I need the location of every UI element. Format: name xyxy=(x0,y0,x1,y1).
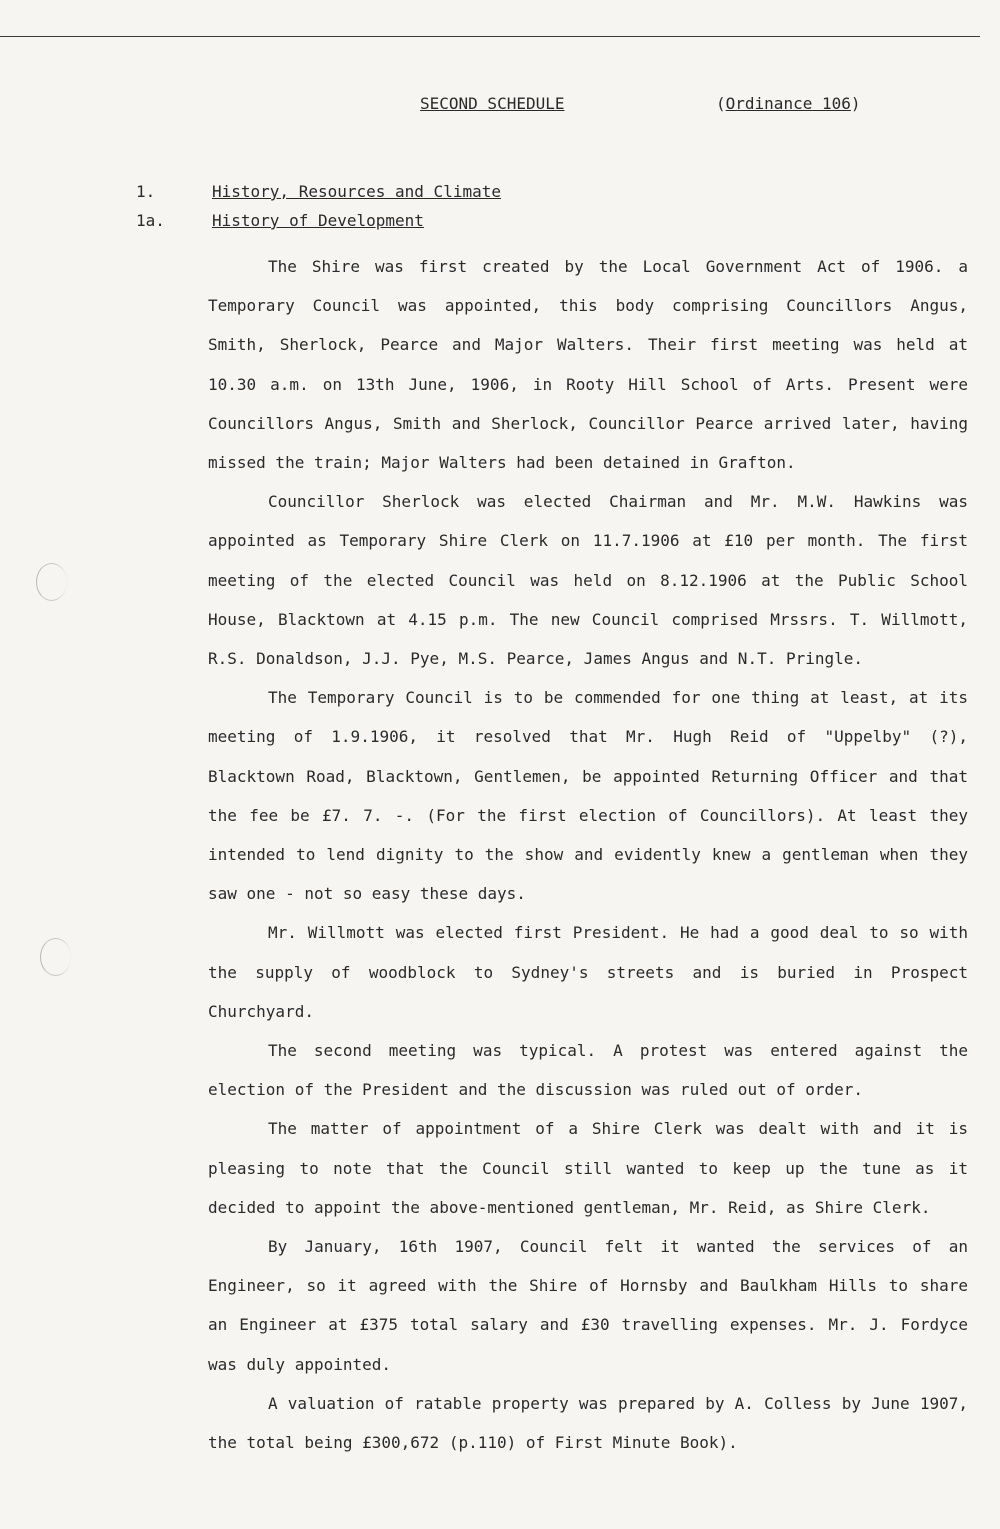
top-rule xyxy=(0,36,980,37)
paragraph: A valuation of ratable property was prepared by A. Colless by June 1907, the total being £300,672 (p.110) of First Minute Book). xyxy=(208,1393,968,1453)
paragraph: The second meeting was typical. A protest was entered against the election of the President and the discussion was ruled out of order. xyxy=(208,1041,968,1100)
ordinance-reference xyxy=(716,94,861,113)
section-heading: History, Resources and Climate xyxy=(212,182,501,201)
ordinance-text: Ordinance 106 xyxy=(725,94,851,113)
schedule-title: SECOND SCHEDULE xyxy=(420,94,565,113)
punch-hole xyxy=(36,563,67,601)
punch-hole xyxy=(40,938,71,976)
subsection-number: 1a. xyxy=(136,211,165,230)
paragraph: Councillor Sherlock was elected Chairman and Mr. M.W. Hawkins was appointed as Temporary Shire Clerk on 11.7.1906 at £10 per month. The first meeting of the elected Council was held on 8.12.1906 at the Public School House, Blacktown at 4.15 p.m. The new Council comprised Mrssrs. T. Willmott, R.S. Donaldson, J.J. Pye, M.S. Pearce, James Angus and N.T. Pringle. xyxy=(208,492,968,669)
body-text xyxy=(208,247,968,1462)
section-number: 1. xyxy=(136,182,156,201)
paragraph: Mr. Willmott was elected first President. He had a good deal to so with the supply of woodblock to Sydney's streets and is buried in Prospect Churchyard. xyxy=(208,923,968,1021)
ordinance-paren-close: ) xyxy=(850,94,861,113)
ordinance-paren-open: ( xyxy=(716,94,726,113)
subsection-heading: History of Development xyxy=(212,211,424,230)
paragraph: The Temporary Council is to be commended for one thing at least, at its meeting of 1.9.1906, it resolved that Mr. Hugh Reid of "Uppelby" (?), Blacktown Road, Blacktown, Gentlemen, be appointed Returning Officer and that the fee be £7. 7. -. (For the first election of Councillors). At least they intended to lend dignity to the show and evidently knew a gentleman when they saw one - not so easy these days. xyxy=(208,688,968,904)
paragraph: The matter of appointment of a Shire Clerk was dealt with and it is pleasing to note that the Council still wanted to keep up the tune as it decided to appoint the above-mentioned gentleman, Mr. Reid, as Shire Clerk. xyxy=(208,1119,968,1217)
paragraph: By January, 16th 1907, Council felt it wanted the services of an Engineer, so it agreed with the Shire of Hornsby and Baulkham Hills to share an Engineer at £375 total salary and £30 travelling expenses. Mr. J. Fordyce was duly appointed. xyxy=(208,1237,968,1374)
paragraph: The Shire was first created by the Local Government Act of 1906. a Temporary Council was appointed, this body comprising Councillors Angus, Smith, Sherlock, Pearce and Major Walters. Their first meeting was held at 10.30 a.m. on 13th June, 1906, in Rooty Hill School of Arts. Present were Councillors Angus, Smith and Sherlock, Councillor Pearce arrived later, having missed the train; Major Walters had been detained in Grafton. xyxy=(208,257,968,473)
